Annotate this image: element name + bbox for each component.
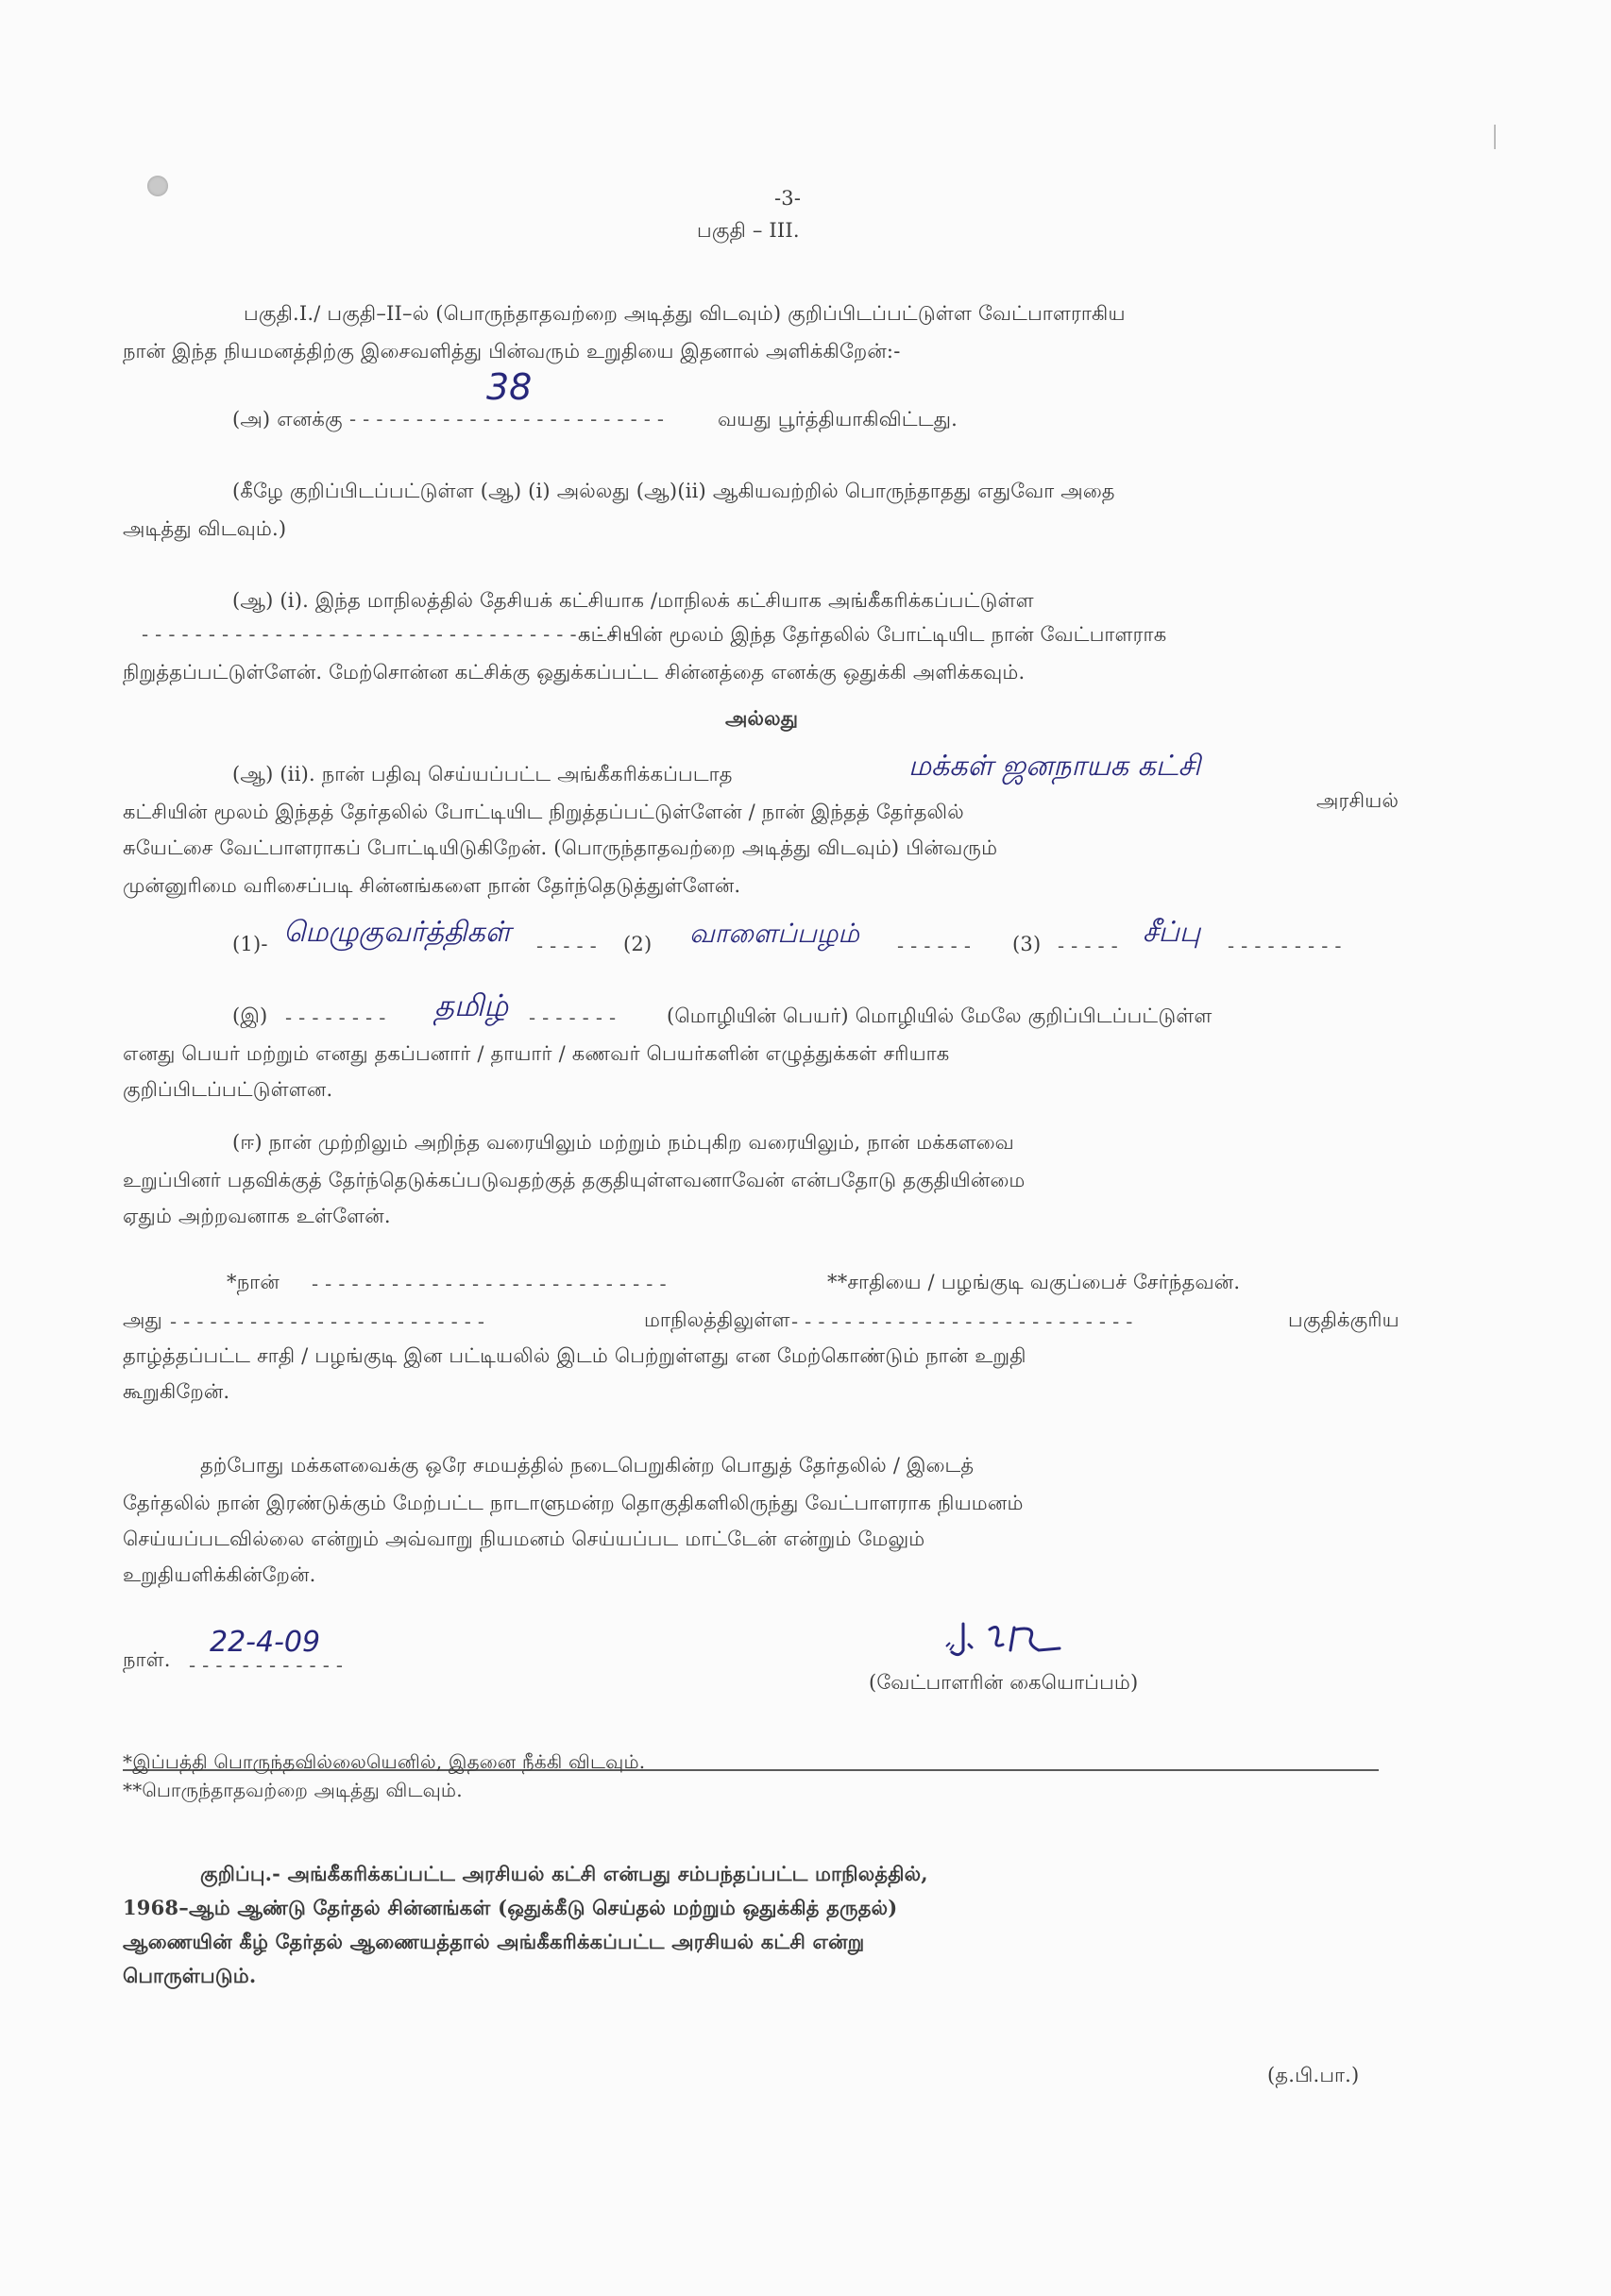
section-c-language: தமிழ் xyxy=(434,988,509,1023)
intro-line-2: நான் இந்த நியமனத்திற்கு இசைவளித்து பின்வரும் உறுதியை இதனால் அளிக்கிறேன்:- xyxy=(123,340,901,363)
or-heading: அல்லது xyxy=(725,706,799,730)
section-d-line-2: உறுப்பினர் பதவிக்குத் தேர்ந்தெடுக்கப்படுவதற்குத் தகுதியுள்ளவனாவேன் என்பதோடு தகுதியின்மை xyxy=(123,1169,1026,1191)
footnote-2: **பொருந்தாதவற்றை அடித்து விடவும். xyxy=(123,1779,463,1801)
section-c-line-2: எனது பெயர் மற்றும் எனது தகப்பனார் / தாயார் / கணவர் பெயர்களின் எழுத்துக்கள் சரியாக xyxy=(123,1042,950,1065)
section-c-prefix: (இ) xyxy=(232,1004,268,1027)
strike-note-line-2: அடித்து விடவும்.) xyxy=(123,517,287,540)
section-c-dashes-2: - - - - - - - xyxy=(529,1006,617,1029)
symbol-label-3: (3) xyxy=(1012,933,1042,955)
date-value: 22-4-09 xyxy=(210,1626,321,1659)
caste-dashes-3: - - - - - - - - - - - - - - - - - - - - - - - - - - xyxy=(791,1310,1133,1333)
caste-dashes-1: - - - - - - - - - - - - - - - - - - - - - - - - - - - xyxy=(312,1273,667,1295)
footnote-1: *இப்பத்தி பொருந்தவில்லையெனில், இதனை நீக்கி விடவும். xyxy=(123,1750,646,1773)
caste-line-2-mid: மாநிலத்திலுள்ள xyxy=(644,1308,790,1331)
part-title: பகுதி – III. xyxy=(697,219,800,242)
section-b1-line-3: நிறுத்தப்பட்டுள்ளேன். மேற்சொன்ன கட்சிக்கு ஒதுக்கப்பட்ட சின்னத்தை எனக்கு ஒதுக்கி அளிக்கவும். xyxy=(123,661,1026,684)
age-suffix: வயது பூர்த்தியாகிவிட்டது. xyxy=(718,408,958,430)
section-d-line-1: (ஈ) நான் முற்றிலும் அறிந்த வரையிலும் மற்றும் நம்புகிற வரையிலும், நான் மக்களவை xyxy=(232,1131,1014,1154)
symbol-dashes-1: - - - - - xyxy=(536,935,597,957)
declaration-line-3: செய்யப்படவில்லை என்றும் அவ்வாறு நியமனம் செய்யப்பட மாட்டேன் என்றும் மேலும் xyxy=(123,1528,925,1550)
party-name: மக்கள் ஜனநாயக கட்சி xyxy=(908,750,1201,783)
punch-hole xyxy=(147,176,168,196)
signature-caption: (வேட்பாளரின் கையொப்பம்) xyxy=(869,1671,1139,1694)
section-b1-line-1: (ஆ) (i). இந்த மாநிலத்தில் தேசியக் கட்சியாக /மாநிலக் கட்சியாக அங்கீகரிக்கப்பட்டுள்ள xyxy=(232,589,1034,612)
intro-line-1: பகுதி.I./ பகுதி–II–ல் (பொருந்தாதவற்றை அடித்து விடவும்) குறிப்பிடப்பட்டுள்ள வேட்பாளராகிய xyxy=(244,302,1126,325)
symbol-dashes-4: - - - - - - - - - xyxy=(1228,935,1342,957)
symbol-value-3: சீப்பு xyxy=(1143,916,1201,949)
section-b2-line-2: கட்சியின் மூலம் இந்தத் தேர்தலில் போட்டியிட நிறுத்தப்பட்டுள்ளேன் / நான் இந்தத் தேர்தலில் xyxy=(123,801,964,823)
remark-line-1: குறிப்பு.- அங்கீகரிக்கப்பட்ட அரசியல் கட்சி என்பது சம்பந்தப்பட்ட மாநிலத்தில், xyxy=(200,1862,928,1885)
age-value: 38 xyxy=(486,366,533,408)
strike-note-line-1: (கீழே குறிப்பிடப்பட்டுள்ள (ஆ) (i) அல்லது (ஆ)(ii) ஆகியவற்றில் பொருந்தாதது எதுவோ அதை xyxy=(232,480,1115,502)
section-b1-dashes: - - - - - - - - - - - - - - - - - - - - - - - - - - - - - - - - - - - - - xyxy=(142,623,631,646)
caste-line-3: தாழ்த்தப்பட்ட சாதி / பழங்குடி இன பட்டியலில் இடம் பெற்றுள்ளது என மேற்கொண்டும் நான் உறுதி xyxy=(123,1344,1026,1367)
section-b2-line-4: முன்னுரிமை வரிசைப்படி சின்னங்களை நான் தேர்ந்தெடுத்துள்ளேன். xyxy=(123,874,741,897)
remark-line-3: ஆணையின் கீழ் தேர்தல் ஆணையத்தால் அங்கீகரிக்கப்பட்ட அரசியல் கட்சி என்று xyxy=(123,1930,865,1953)
pto-note: (த.பி.பா.) xyxy=(1267,2064,1360,2086)
caste-line-2-suffix: பகுதிக்குரிய xyxy=(1288,1308,1399,1331)
declaration-line-1: தற்போது மக்களவைக்கு ஒரே சமயத்தில் நடைபெறுகின்ற பொதுத் தேர்தலில் / இடைத் xyxy=(200,1454,975,1477)
symbol-value-1: மெழுகுவர்த்திகள் xyxy=(283,916,511,949)
date-label: நாள். xyxy=(123,1648,171,1671)
symbol-dashes-3: - - - - - xyxy=(1058,935,1118,957)
symbol-dashes-2: - - - - - - xyxy=(897,935,972,957)
symbol-label-2: (2) xyxy=(623,933,653,955)
remark-line-4: பொருள்படும். xyxy=(123,1964,257,1987)
section-c-dashes-1: - - - - - - - - xyxy=(285,1006,386,1029)
age-dashes: - - - - - - - - - - - - - - - - - - - - - - - - xyxy=(349,408,665,430)
section-b2-line-1-suffix: அரசியல் xyxy=(1316,789,1399,812)
scan-mark xyxy=(1494,125,1496,149)
section-b2-line-3: சுயேட்சை வேட்பாளராகப் போட்டியிடுகிறேன். (பொருந்தாதவற்றை அடித்து விடவும்) பின்வரும் xyxy=(123,836,998,859)
symbol-value-2: வாளைப்பழம் xyxy=(689,918,859,949)
symbol-label-1: (1)- xyxy=(232,933,268,955)
candidate-signature xyxy=(941,1616,1129,1663)
caste-dashes-2: - - - - - - - - - - - - - - - - - - - - - - - - xyxy=(170,1310,485,1333)
section-b1-line-2: கட்சியின் மூலம் இந்த தேர்தலில் போட்டியிட நான் வேட்பாளராக xyxy=(578,623,1167,646)
page-number: -3- xyxy=(774,187,802,210)
section-d-line-3: ஏதும் அற்றவனாக உள்ளேன். xyxy=(123,1205,391,1227)
declaration-line-4: உறுதியளிக்கின்றேன். xyxy=(123,1563,316,1586)
section-c-line-1-suffix: (மொழியின் பெயர்) மொழியில் மேலே குறிப்பிடப்பட்டுள்ள xyxy=(667,1004,1212,1027)
section-c-line-3: குறிப்பிடப்பட்டுள்ளன. xyxy=(123,1078,333,1101)
caste-line-2-prefix: அது xyxy=(123,1308,162,1331)
date-dashes: - - - - - - - - - - - - xyxy=(189,1654,344,1677)
declaration-line-2: தேர்தலில் நான் இரண்டுக்கும் மேற்பட்ட நாடாளுமன்ற தொகுதிகளிலிருந்து வேட்பாளராக நியமனம் xyxy=(123,1492,1024,1514)
caste-line-4: கூறுகிறேன். xyxy=(123,1380,230,1403)
section-b2-line-1-prefix: (ஆ) (ii). நான் பதிவு செய்யப்பட்ட அங்கீகரிக்கப்படாத xyxy=(232,763,733,785)
caste-line-1-prefix: *நான் xyxy=(227,1271,280,1293)
age-prefix: (அ) எனக்கு xyxy=(232,408,343,430)
caste-line-1-suffix: **சாதியை / பழங்குடி வகுப்பைச் சேர்ந்தவன். xyxy=(827,1271,1241,1293)
remark-line-2: 1968–ஆம் ஆண்டு தேர்தல் சின்னங்கள் (ஒதுக்கீடு செய்தல் மற்றும் ஒதுக்கித் தருதல்) xyxy=(123,1896,898,1919)
